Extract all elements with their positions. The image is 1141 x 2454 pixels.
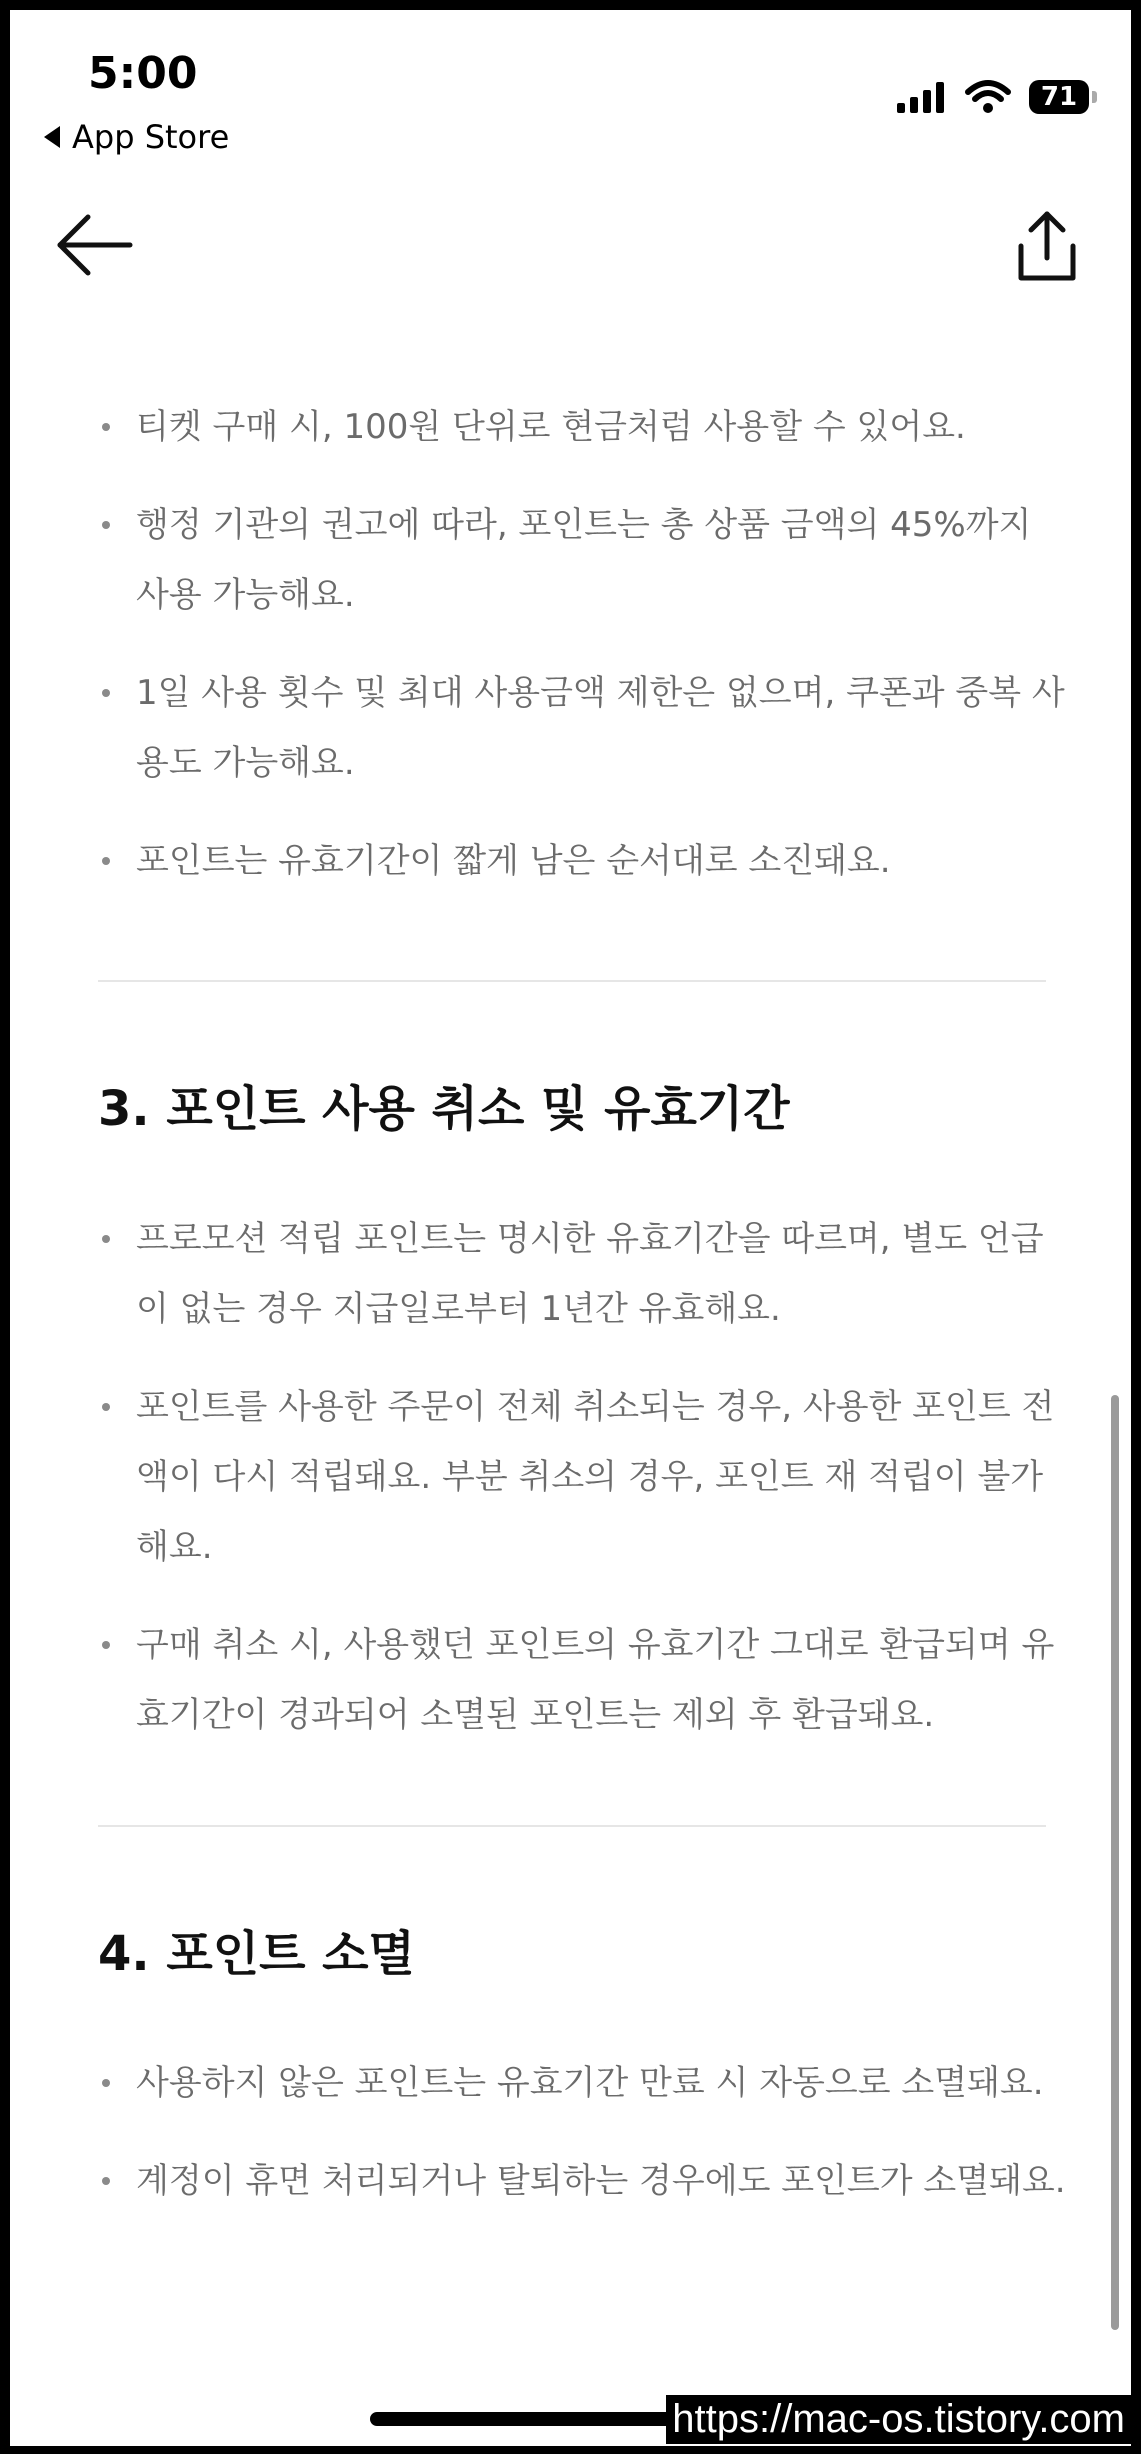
section3-list bbox=[10, 1204, 1131, 1750]
watermark: https://mac-os.tistory.com bbox=[666, 2395, 1131, 2444]
list-item: 포인트는 유효기간이 짧게 남은 순서대로 소진돼요. bbox=[10, 826, 1131, 896]
list-item: 계정이 휴면 처리되거나 탈퇴하는 경우에도 포인트가 소멸돼요. bbox=[10, 2146, 1131, 2216]
list-item: 포인트를 사용한 주문이 전체 취소되는 경우, 사용한 포인트 전액이 다시 적립돼요. 부분 취소의 경우, 포인트 재 적립이 불가해요. bbox=[10, 1372, 1131, 1582]
list-item: 프로모션 적립 포인트는 명시한 유효기간을 따르며, 별도 언급이 없는 경우 지급일로부터 1년간 유효해요. bbox=[10, 1204, 1131, 1344]
battery-cap bbox=[1092, 91, 1097, 103]
status-time: 5:00 bbox=[88, 48, 198, 99]
back-triangle-icon bbox=[44, 126, 60, 148]
list-item: 사용하지 않은 포인트는 유효기간 만료 시 자동으로 소멸돼요. bbox=[10, 2048, 1131, 2118]
status-icons bbox=[897, 80, 1097, 114]
section2-list bbox=[10, 392, 1131, 896]
back-app-label: App Store bbox=[72, 118, 230, 156]
arrow-left-icon[interactable] bbox=[54, 210, 134, 280]
section-divider bbox=[98, 1825, 1046, 1827]
scrollbar[interactable] bbox=[1111, 1395, 1119, 2330]
back-to-app-store-link[interactable] bbox=[44, 118, 229, 156]
app-screen bbox=[10, 10, 1131, 2446]
wifi-icon bbox=[965, 80, 1011, 114]
share-icon[interactable] bbox=[1007, 206, 1087, 286]
list-item: 행정 기관의 권고에 따라, 포인트는 총 상품 금액의 45%까지 사용 가능해요. bbox=[10, 490, 1131, 630]
battery-icon bbox=[1029, 80, 1089, 114]
section4-title: 4. 포인트 소멸 bbox=[98, 1926, 415, 1982]
list-item: 구매 취소 시, 사용했던 포인트의 유효기간 그대로 환급되며 유효기간이 경과되어 소멸된 포인트는 제외 후 환급돼요. bbox=[10, 1610, 1131, 1750]
section3-title: 3. 포인트 사용 취소 및 유효기간 bbox=[98, 1081, 790, 1137]
list-item: 1일 사용 횟수 및 최대 사용금액 제한은 없으며, 쿠폰과 중복 사용도 가능해요. bbox=[10, 658, 1131, 798]
section4-list bbox=[10, 2048, 1131, 2216]
section-divider bbox=[98, 980, 1046, 982]
battery-level: 71 bbox=[1040, 82, 1078, 112]
list-item: 티켓 구매 시, 100원 단위로 현금처럼 사용할 수 있어요. bbox=[10, 392, 1131, 462]
cellular-signal-icon bbox=[897, 81, 947, 113]
